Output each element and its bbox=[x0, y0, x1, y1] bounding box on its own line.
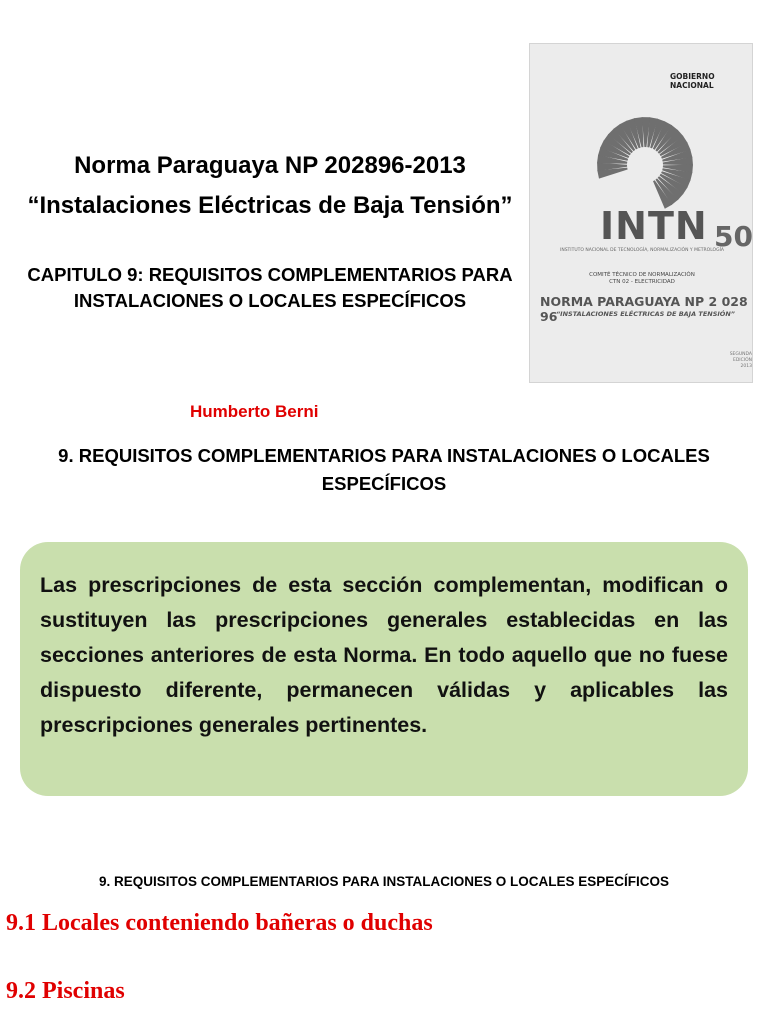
intn-logo-text: INTN bbox=[600, 204, 708, 248]
edition-text: SEGUNDA EDICIÓN bbox=[729, 352, 752, 363]
edition-label bbox=[710, 352, 752, 370]
anniversary-badge: 50 bbox=[714, 220, 753, 253]
cover-subtitle: “INSTALACIONES ELÉCTRICAS DE BAJA TENSIÓN” bbox=[556, 310, 735, 318]
institute-name: INSTITUTO NACIONAL DE TECNOLOGÍA, NORMALIZACIÓN Y METROLOGÍA bbox=[560, 248, 724, 253]
edition-year: 2013 bbox=[740, 364, 752, 369]
document-cover-image bbox=[529, 43, 753, 383]
document-title-line1: Norma Paraguaya NP 202896-2013 bbox=[74, 152, 466, 179]
list-item: 9.2 Piscinas bbox=[6, 978, 125, 1004]
author-name: Humberto Berni bbox=[190, 402, 319, 421]
chapter-heading: CAPITULO 9: REQUISITOS COMPLEMENTARIOS PARA INSTALACIONES O LOCALES ESPECÍFICOS bbox=[27, 264, 513, 311]
intn-sunburst-logo bbox=[590, 110, 700, 210]
ctn-label: CTN 02 - ELECTRICIDAD bbox=[609, 279, 675, 285]
section-heading: 9. REQUISITOS COMPLEMENTARIOS PARA INSTALACIONES O LOCALES ESPECÍFICOS bbox=[58, 445, 710, 494]
document-title-line2: “Instalaciones Eléctricas de Baja Tensión” bbox=[27, 192, 513, 219]
gobierno-label: GOBIERNO NACIONAL bbox=[670, 72, 715, 90]
section-heading-small: 9. REQUISITOS COMPLEMENTARIOS PARA INSTALACIONES O LOCALES ESPECÍFICOS bbox=[98, 874, 670, 889]
list-item: 9.1 Locales conteniendo bañeras o duchas bbox=[6, 910, 433, 936]
callout-box bbox=[20, 542, 748, 796]
callout-text: Las prescripciones de esta sección complementan, modifican o sustituyen las prescripciones generales establecidas en las secciones anteriores de esta Norma. En todo aquello que no fuese dispuesto diferente, permanecen válidas y aplicables las prescripciones generales pertinentes. bbox=[40, 573, 728, 737]
cover-title: NORMA PARAGUAYA NP 2 028 96 bbox=[540, 294, 748, 324]
comite-label: COMITÉ TÉCNICO DE NORMALIZACIÓN bbox=[589, 272, 695, 278]
